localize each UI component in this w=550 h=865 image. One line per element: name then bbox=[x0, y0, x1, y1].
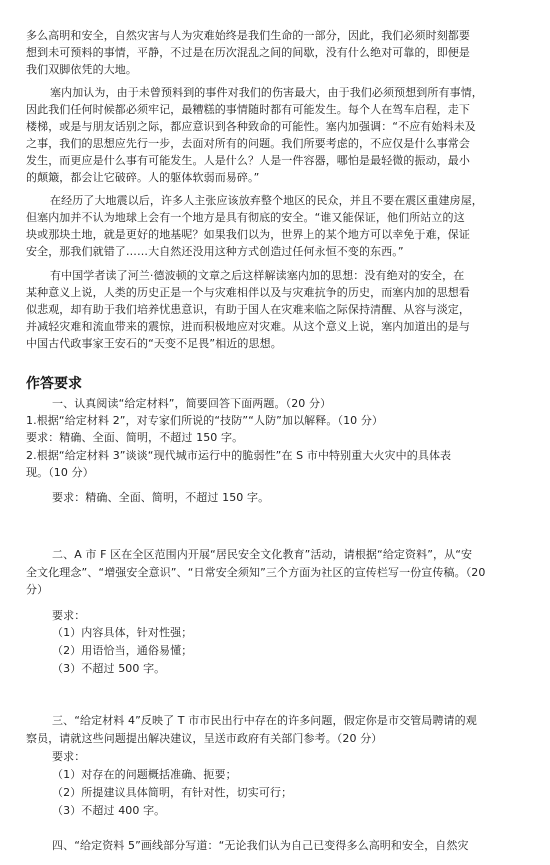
material-line: 块或那块土地，就是更好的地基呢？如果我们以为，世界上的某个地方可以幸免于难，保证 bbox=[26, 228, 470, 241]
question-line: 三、“给定材料 4”反映了 T 市市民出行中存在的许多问题，假定你是市交管局聘请的观 bbox=[52, 714, 477, 727]
material-line: 之事，我们的思想应先行一步，去面对所有的问题。我们所要考虑的，不应仅是什么事常会 bbox=[26, 137, 470, 150]
material-line: 想到未可预料的事情，平静，不过是在历次混乱之间的间歇，没有什么绝对可靠的，即便是 bbox=[26, 46, 470, 59]
material-line: 某种意义上说，人类的历史正是一个与灾难相伴以及与灾难抗争的历史，而塞内加的思想看 bbox=[26, 286, 470, 299]
question-line: （2）所提建议具体简明，有针对性，切实可行； bbox=[52, 786, 293, 799]
question-line: 察员，请就这些问题提出解决建议，呈送市政府有关部门参考。（20 分） bbox=[26, 732, 383, 745]
material-line: 安全，那我们就错了……大自然还没用这种方式创造过任何永恒不变的东西。” bbox=[26, 245, 404, 258]
question-line: 要求： bbox=[52, 609, 86, 622]
question-line: （1）内容具体，针对性强； bbox=[52, 626, 193, 639]
question-line: 二、A 市 F 区在全区范围内开展“居民安全文化教育”活动，请根据“给定资料”，从“安 bbox=[52, 548, 473, 561]
requirements-heading: 作答要求 bbox=[26, 376, 82, 392]
question-line: （3）不超过 400 字。 bbox=[52, 804, 166, 817]
question-line: （3）不超过 500 字。 bbox=[52, 662, 166, 675]
material-line: 在经历了大地震以后，许多人主张应该放弃整个地区的民众，并且不要在震区重建房屋， bbox=[50, 194, 483, 207]
material-line: 的颠簸，都会让它破碎。人的躯体软弱而易碎。” bbox=[26, 171, 260, 184]
question-line: 1.根据“给定材料 2”，对专家们所说的“技防”“人防”加以解释。（10 分） bbox=[26, 414, 384, 427]
question-line: 全文化理念”、“增强安全意识”、“日常安全须知”三个方面为社区的宣传栏写一份宣传稿。（20 bbox=[26, 566, 486, 579]
question-line: （2）用语恰当，通俗易懂； bbox=[52, 644, 193, 657]
question-line: 四、“给定资料 5”画线部分写道：“无论我们认为自己已变得多么高明和安全，自然灾 bbox=[52, 839, 469, 852]
question-line: 现。（10 分） bbox=[26, 466, 94, 479]
material-line: 有中国学者读了河兰·德波顿的文章之后这样解读塞内加的思想：没有绝对的安全，在 bbox=[50, 269, 465, 282]
material-line: 我们双脚依凭的大地。 bbox=[26, 63, 137, 76]
question-line: 要求：精确、全面、简明，不超过 150 字。 bbox=[26, 431, 244, 444]
material-line: 楼梯，或是与朋友话别之际，都应意识到各种致命的可能性。塞内加强调：“不应有始料未及 bbox=[26, 120, 476, 133]
question-line: 要求：精确、全面、简明，不超过 150 字。 bbox=[52, 491, 270, 504]
question-line: 要求： bbox=[52, 750, 86, 763]
material-line: 但塞内加并不认为地球上会有一个地方是具有彻底的安全。“谁又能保证，他们所站立的这 bbox=[26, 211, 465, 224]
material-line: 因此我们任何时候都必须牢记，最糟糕的事情随时都有可能发生。每个人在驾车启程，走下 bbox=[26, 103, 470, 116]
material-line: 似悲观，却有助于我们培养忧患意识，有助于国人在灾难来临之际保持清醒、从容与淡定， bbox=[26, 303, 470, 316]
question-line: 2.根据“给定材料 3”谈谈“现代城市运行中的脆弱性”在 S 市中特别重大火灾中的具体表 bbox=[26, 449, 452, 462]
material-line: 中国古代政事家王安石的“天变不足畏”相近的思想。 bbox=[26, 337, 282, 350]
question-line: 分） bbox=[26, 583, 49, 596]
material-line: 发生，而更应是什么事有可能发生。人是什么？人是一件容器，哪怕是最轻微的振动，最小 bbox=[26, 154, 470, 167]
material-line: 并减轻灾难和流血带来的震惊，进而积极地应对灾难。从这个意义上说，塞内加道出的是与 bbox=[26, 320, 470, 333]
material-line: 多么高明和安全，自然灾害与人为灾难始终是我们生命的一部分，因此，我们必须时刻都要 bbox=[26, 29, 470, 42]
question-line: （1）对存在的问题概括准确、扼要； bbox=[52, 768, 237, 781]
question-line: 一、认真阅读“给定材料”，简要回答下面两题。（20 分） bbox=[52, 397, 332, 410]
material-line: 塞内加认为，由于未曾预料到的事件对我们的伤害最大，由于我们必须预想到所有事情， bbox=[50, 86, 483, 99]
